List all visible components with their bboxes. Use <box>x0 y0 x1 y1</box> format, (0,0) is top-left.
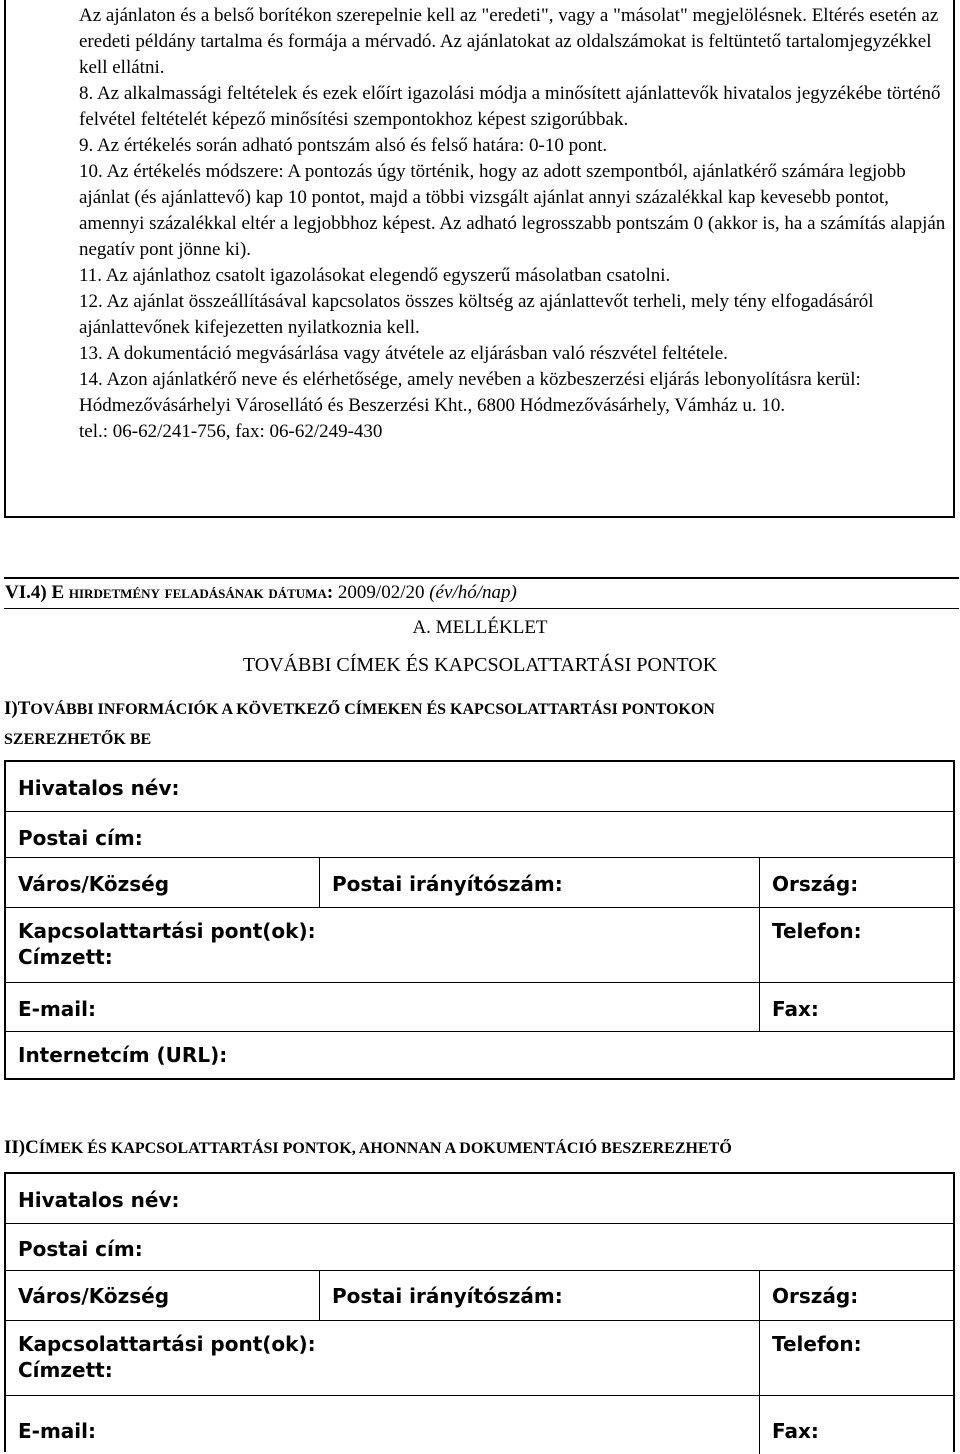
phone-label: Telefon: <box>772 1332 862 1356</box>
email-label: E-mail: <box>18 997 97 1021</box>
section-i-numeral: I) <box>4 698 18 719</box>
fax-cell[interactable] <box>759 1396 953 1454</box>
phone-label: Telefon: <box>772 919 862 943</box>
contact-points-row <box>6 908 953 983</box>
section-number: VI.4) <box>5 582 47 603</box>
label-initial: E <box>51 582 65 603</box>
city-cell[interactable] <box>6 1271 319 1320</box>
contracting-authority: Hódmezővásárhelyi Városellátó és Beszerzési Kht., 6800 Hódmezővásárhely, Vámház u. 10. <box>79 395 786 416</box>
postal-code-cell[interactable] <box>319 1271 759 1320</box>
phone-cell[interactable] <box>759 1321 953 1395</box>
section-ii-heading-text: ÍMEK ÉS KAPCSOLATTARTÁSI PONTOK, AHONNAN A DOKUMENTÁCIÓ BESZEREZHETŐ <box>38 1140 732 1157</box>
dispatch-date-label: hirdetmény feladásának dátuma: <box>68 582 334 603</box>
url-label: Internetcím (URL): <box>18 1043 228 1067</box>
official-name-cell[interactable] <box>6 1174 953 1223</box>
postal-code-label: Postai irányítószám: <box>332 872 563 896</box>
postal-address-cell[interactable] <box>6 1224 953 1270</box>
postal-code-label: Postai irányítószám: <box>332 1284 563 1308</box>
email-label: E-mail: <box>18 1419 97 1443</box>
email-cell[interactable] <box>6 983 759 1031</box>
contracting-authority-contacts: tel.: 06-62/241-756, fax: 06-62/249-430 <box>79 421 383 442</box>
contact-form-i <box>4 760 955 1080</box>
fax-label: Fax: <box>772 997 819 1021</box>
city-label: Város/Község <box>18 1284 170 1308</box>
postal-address-row <box>6 812 953 858</box>
contact-points-row <box>6 1321 953 1396</box>
section-ii-heading <box>4 1133 944 1164</box>
city-cell[interactable] <box>6 858 319 907</box>
country-label: Ország: <box>772 1284 859 1308</box>
addressee-label: Címzett: <box>18 945 113 969</box>
official-name-label: Hivatalos név: <box>18 776 180 800</box>
email-row <box>6 983 953 1032</box>
fax-label: Fax: <box>772 1419 819 1443</box>
additional-info-text <box>79 3 949 445</box>
official-name-row <box>6 1174 953 1224</box>
country-label: Ország: <box>772 872 859 896</box>
info-item-10: 10. Az értékelés módszere: A pontozás úgy történik, hogy az adott szempontból, ajánlatkérő számára legjobb ajánlat (és ajánlattevő) kap 10 pontot, majd a többi vizsgált ajánlat annyi százalékkal kap kevesebb pontot, amennyi százalékkal eltér a legjobbhoz képest. Az adható legrosszabb pontszám 0 (akkor is, ha a számítás alapján negatív pont jönne ki). <box>79 161 946 260</box>
country-cell[interactable] <box>759 858 953 907</box>
contact-points-cell[interactable] <box>6 908 759 982</box>
city-row <box>6 1271 953 1321</box>
postal-address-label: Postai cím: <box>18 1237 143 1261</box>
dispatch-date-row <box>4 577 959 609</box>
date-format-hint: (év/hó/nap) <box>429 582 517 603</box>
section-ii-initial: C <box>25 1137 39 1158</box>
country-cell[interactable] <box>759 1271 953 1320</box>
city-row <box>6 858 953 908</box>
postal-code-cell[interactable] <box>319 858 759 907</box>
postal-address-label: Postai cím: <box>18 826 143 850</box>
city-label: Város/Község <box>18 872 170 896</box>
contact-points-label: Kapcsolattartási pont(ok): <box>18 1332 316 1356</box>
url-row <box>6 1032 953 1078</box>
info-item-11: 11. Az ajánlathoz csatolt igazolásokat elegendő egyszerű másolatban csatolni. <box>79 265 671 286</box>
official-name-row <box>6 762 953 812</box>
official-name-label: Hivatalos név: <box>18 1188 180 1212</box>
contact-points-label: Kapcsolattartási pont(ok): <box>18 919 316 943</box>
section-i-heading-line1: OVÁBBI INFORMÁCIÓK A KÖVETKEZŐ CÍMEKEN ÉS KAPCSOLATTARTÁSI PONTOKON <box>30 701 715 718</box>
addressee-label: Címzett: <box>18 1358 113 1382</box>
info-item-14: 14. Azon ajánlatkérő neve és elérhetősége, amely nevében a közbeszerzési eljárás lebonyolításra kerül: <box>79 369 861 390</box>
info-item-12: 12. Az ajánlat összeállításával kapcsolatos összes költség az ajánlattevőt terheli, mely tény elfogadásáról ajánlattevőnek kifejezetten nyilatkoznia kell. <box>79 291 874 338</box>
contact-points-cell[interactable] <box>6 1321 759 1395</box>
phone-cell[interactable] <box>759 908 953 982</box>
info-item-9: 9. Az értékelés során adható pontszám alsó és felső határa: 0-10 pont. <box>79 135 608 156</box>
fax-cell[interactable] <box>759 983 953 1031</box>
postal-address-cell[interactable] <box>6 812 953 857</box>
email-cell[interactable] <box>6 1396 759 1454</box>
dispatch-date-value: 2009/02/20 <box>337 582 425 603</box>
url-cell[interactable] <box>6 1032 953 1078</box>
section-i-initial: T <box>17 698 31 719</box>
postal-address-row <box>6 1224 953 1271</box>
contact-form-ii <box>4 1172 955 1452</box>
info-item-8: 8. Az alkalmassági feltételek és ezek előírt igazolási módja a minősített ajánlattevők hivatalos jegyzékébe történő felvétel feltételét képező minősítési szempontokhoz képest szigorúbbak. <box>79 83 941 130</box>
annex-title: A. MELLÉKLET <box>412 617 548 638</box>
info-item-13: 13. A dokumentáció megvásárlása vagy átvétele az eljárásban való részvétel feltétele. <box>79 343 728 364</box>
section-ii-numeral: II) <box>4 1137 26 1158</box>
section-i-heading <box>4 694 904 755</box>
email-row <box>6 1396 953 1454</box>
info-paragraph: Az ajánlaton és a belső borítékon szerepelnie kell az "eredeti", vagy a "másolat" megjelölésnek. Eltérés esetén az eredeti példány tartalma és formája a mérvadó. Az ajánlatokat az oldalszámokat is feltüntető tartalomjegyzékkel kell ellátni. <box>79 5 939 78</box>
official-name-cell[interactable] <box>6 762 953 811</box>
section-i-heading-line2: SZEREZHETŐK BE <box>4 731 152 748</box>
annex-subtitle: TOVÁBBI CÍMEK ÉS KAPCSOLATTARTÁSI PONTOK <box>242 654 718 676</box>
